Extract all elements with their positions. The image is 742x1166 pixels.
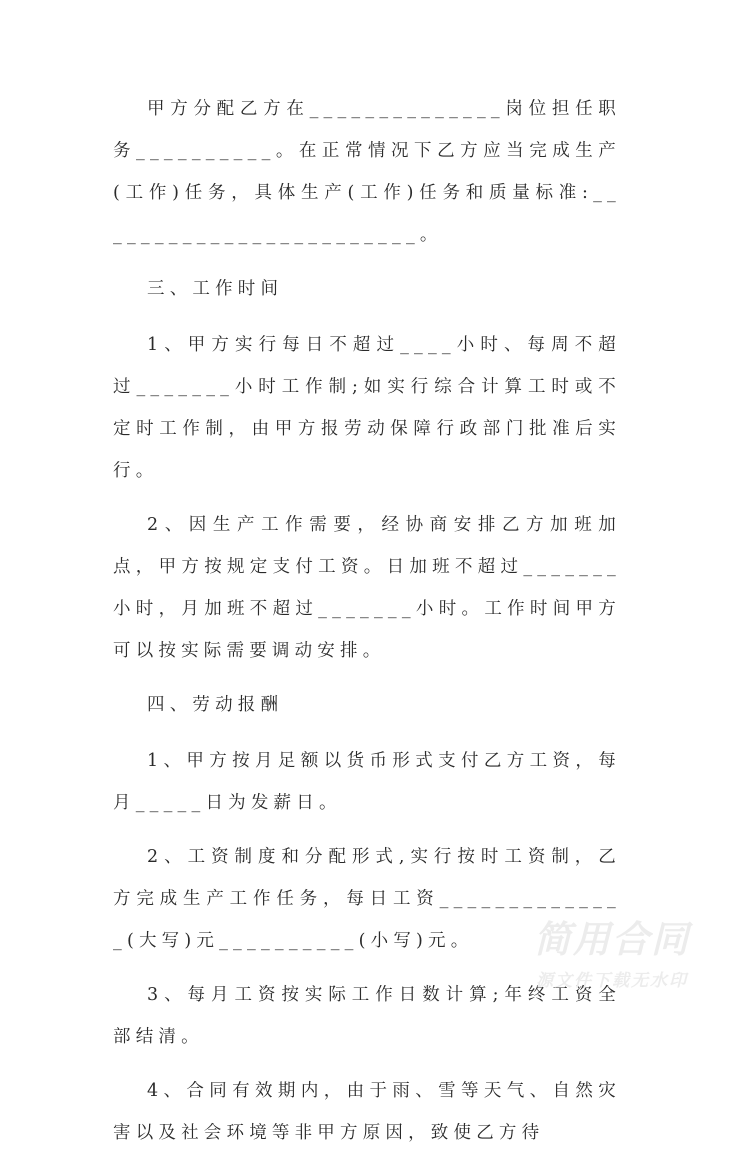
paragraph-remuneration-2: 2、工资制度和分配形式,实行按时工资制，乙方完成生产工作任务，每日工资______________(大写)元__________(小写)元。 (113, 847, 621, 951)
watermark-subtitle: 源文件下载无水印 (536, 971, 688, 991)
paragraph-remuneration-1: 1、甲方按月足额以货币形式支付乙方工资，每月_____日为发薪日。 (113, 751, 621, 813)
paragraph-remuneration-4: 4、合同有效期内，由于雨、雪等天气、自然灾害以及社会环境等非甲方原因，致使乙方待 (113, 1081, 621, 1143)
paragraph-working-hours-1: 1、甲方实行每日不超过____小时、每周不超过_______小时工作制;如实行综合计算工时或不定时工作制，由甲方报劳动保障行政部门批准后实行。 (113, 335, 621, 481)
paragraph-working-hours-2: 2、因生产工作需要，经协商安排乙方加班加点，甲方按规定支付工资。日加班不超过_______小时，月加班不超过_______小时。工作时间甲方可以按实际需要调动安排。 (113, 515, 621, 661)
paragraph-job-assignment: 甲方分配乙方在______________岗位担任职务__________。在正常情况下乙方应当完成生产(工作)任务，具体生产(工作)任务和质量标准:________________________。 (113, 99, 621, 245)
section-heading-working-hours: 三、工作时间 (147, 279, 284, 299)
watermark (512, 918, 712, 996)
watermark-title: 简用合同 (534, 918, 690, 961)
section-heading-remuneration: 四、劳动报酬 (147, 695, 284, 715)
document-body (113, 88, 621, 1166)
paragraph-remuneration-3: 3、每月工资按实际工作日数计算;年终工资全部结清。 (113, 985, 621, 1047)
